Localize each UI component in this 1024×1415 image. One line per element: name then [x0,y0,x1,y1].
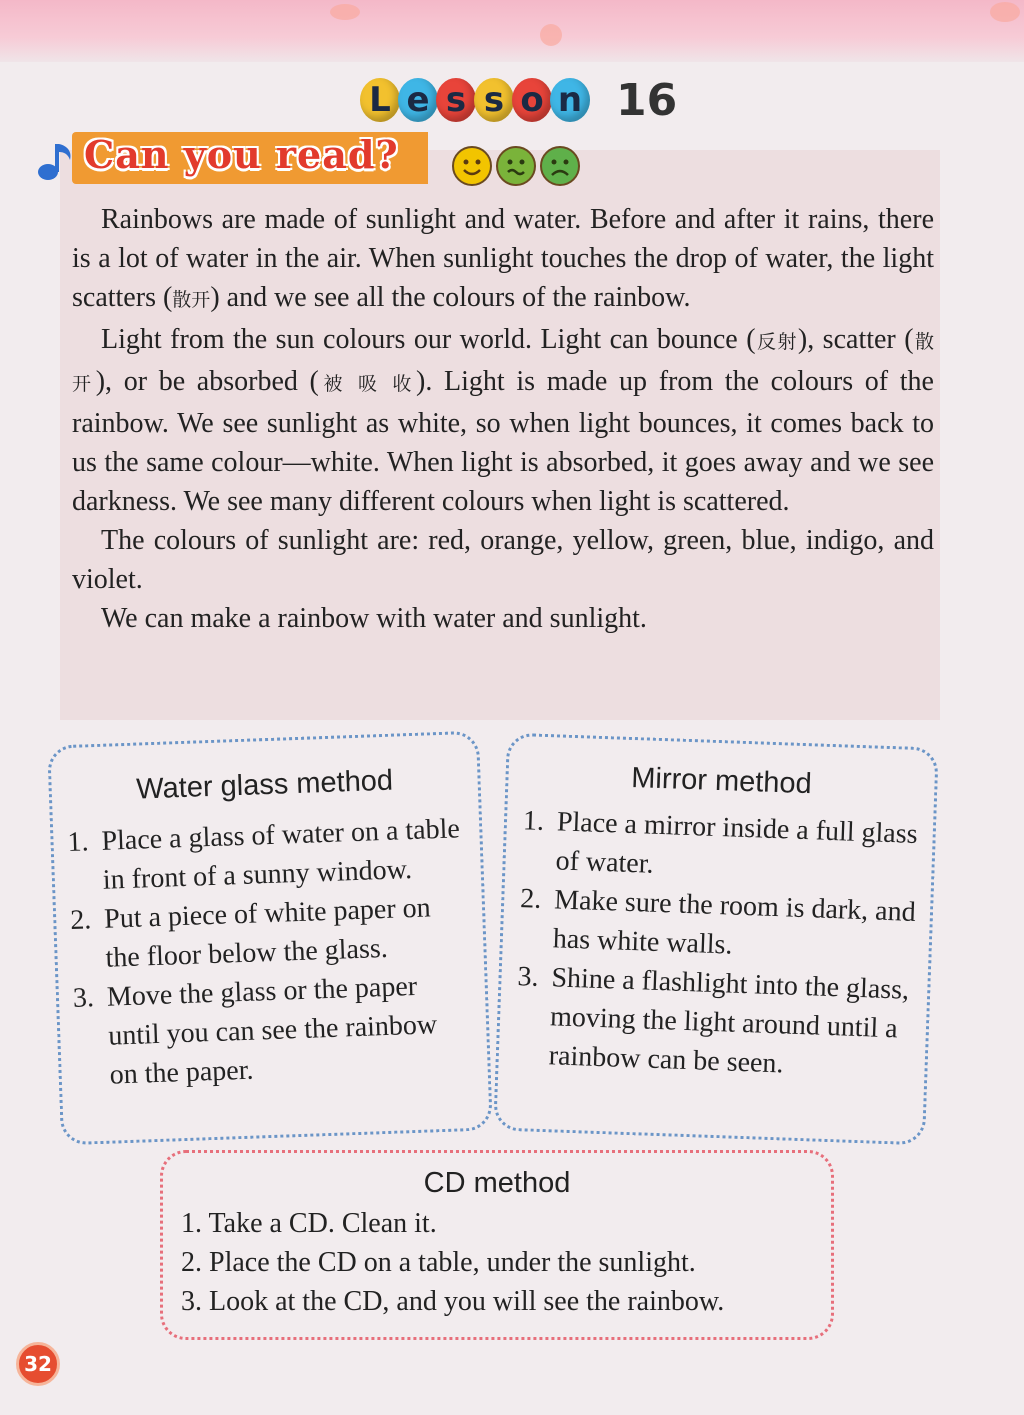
paragraph-4: We can make a rainbow with water and sunlight. [101,603,647,634]
paragraph-3: The colours of sunlight are: red, orange, yellow, green, blue, indigo, and violet. [72,525,934,595]
top-decorative-band [0,0,1024,62]
water-glass-title: Water glass method [135,764,394,806]
water-glass-method-box [47,731,493,1146]
list-item: 1. Take a CD. Clean it. [181,1208,437,1239]
lesson-letter-ball: L [360,78,400,122]
lesson-heading [360,70,677,130]
cd-title: CD method [423,1167,571,1199]
reading-passage [72,200,934,638]
mirror-method-box [493,733,939,1146]
neutral-face-icon [496,146,536,186]
section-banner [36,130,428,186]
lesson-letter-ball: s [474,78,514,122]
mirror-steps [514,801,919,1088]
petal-decoration [540,24,562,46]
water-glass-steps [67,809,470,1096]
list-item: 1. Place a mirror inside a full glass of water. [522,805,919,880]
cd-method-box [160,1150,834,1340]
happy-face-icon [452,146,492,186]
list-item: 1. Place a glass of water on a table in front of a sunny window. [67,813,461,896]
lesson-number: 16 [616,74,678,126]
petal-decoration [330,4,360,20]
lesson-letter-ball: e [398,78,438,122]
list-item: 2. Make sure the room is dark, and has white walls. [519,883,917,961]
list-item: 3. Shine a flashlight into the glass, moving the light around until a rainbow can be seen. [517,961,910,1080]
lesson-letter-ball: n [550,78,590,122]
page-number: 32 [16,1342,60,1386]
lesson-letter-ball: s [436,78,476,122]
section-title: Can you read? [84,132,399,177]
rating-faces [452,146,580,186]
list-item: 2. Place the CD on a table, under the sunlight. [181,1247,696,1278]
sad-face-icon [540,146,580,186]
music-note-icon [36,138,76,182]
list-item: 3. Move the glass or the paper until you can see the rainbow on the paper. [72,970,438,1091]
petal-decoration [990,2,1020,22]
list-item: 2. Put a piece of white paper on the floor below the glass. [69,892,432,974]
paragraph-2: Light from the sun colours our world. Light can bounce (反射), scatter (散 开), or be absorbed (被 吸 收). Light is made up from the colours of the rainbow. We see sunlight as white, so when light bounces, it comes back to us the same colour—white. When light is absorbed, it goes away and we see darkness. We see many different colours when light is scattered. [72,324,934,517]
mirror-title: Mirror method [630,761,813,801]
paragraph-1: Rainbows are made of sunlight and water. Before and after it rains, there is a lot of water in the air. When sunlight touches the drop of water, the light scatters (散开) and we see all the colours of the rainbow. [72,204,934,313]
lesson-letter-ball: o [512,78,552,122]
cd-steps [181,1204,831,1321]
list-item: 3. Look at the CD, and you will see the rainbow. [181,1286,725,1317]
